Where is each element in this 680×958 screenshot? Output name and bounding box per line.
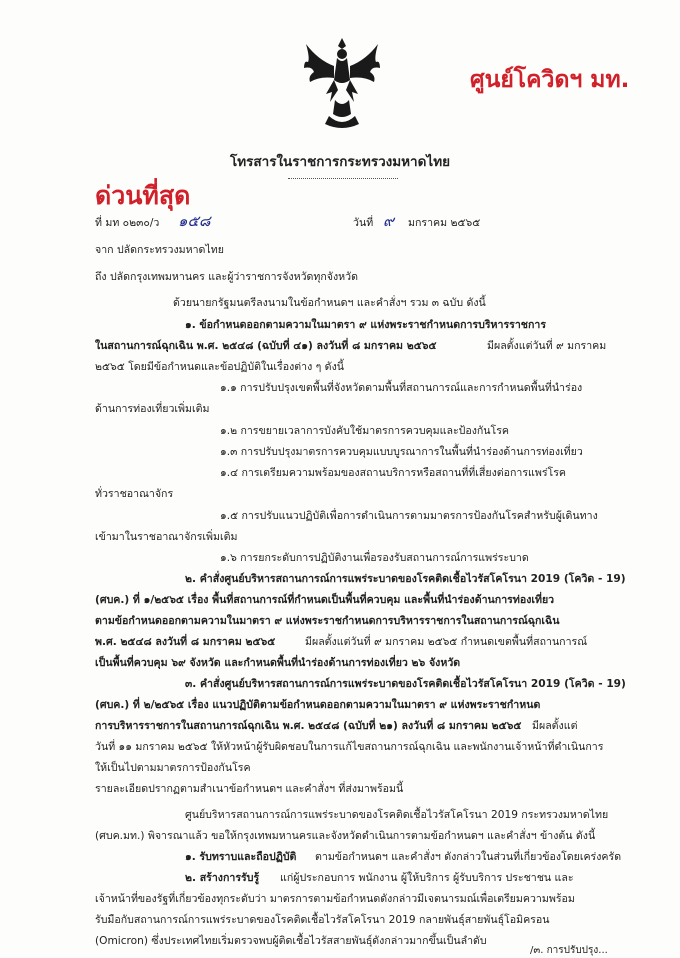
item-3-line-5: ให้เป็นไปตามมาตรการป้องกันโรค bbox=[95, 762, 251, 774]
item-1-line-3: ๒๕๖๕ โดยมีข้อกำหนดและข้อปฏิบัติในเรื่องต่าง ๆ ดังนี้ bbox=[95, 361, 344, 373]
item-1-1-cont: ด้านการท่องเที่ยวเพิ่มเติม bbox=[95, 403, 210, 415]
item-1-5: ๑.๕ การปรับแนวปฏิบัติเพื่อการดำเนินการตามมาตรการป้องกันโรคสำหรับผู้เดินทาง bbox=[220, 510, 598, 522]
item-2-line-5: เป็นพื้นที่ควบคุม ๖๙ จังหวัด และกำหนดพื้นที่นำร่องด้านการท่องเที่ยว ๒๖ จังหวัด bbox=[95, 657, 461, 669]
title-underline bbox=[288, 178, 398, 179]
continued-marker: /๓. การปรับปรุง... bbox=[530, 945, 608, 956]
item-1-1: ๑.๑ การปรับปรุงเขตพื้นที่จังหวัดตามพื้นที่สถานการณ์และการกำหนดพื้นที่นำร่อง bbox=[220, 382, 583, 394]
reference-number-handwritten: ๑๕๘ bbox=[178, 212, 211, 230]
action-2-line-2: เจ้าหน้าที่ของรัฐที่เกี่ยวข้องทุกระดับว่า มาตรการตามข้อกำหนดดังกล่าวมีเจตนารมณ์เพื่อเตรียมความพร้อม bbox=[95, 893, 575, 905]
date-day-handwritten: ๙ bbox=[383, 212, 394, 230]
action-1-rest: ตามข้อกำหนดฯ และคำสั่งฯ ดังกล่าวในส่วนที่เกี่ยวข้องโดยเคร่งครัด bbox=[315, 851, 622, 863]
action-1-bold: ๑. รับทราบและถือปฏิบัติ bbox=[185, 851, 297, 863]
item-1-5-cont: เข้ามาในราชอาณาจักรเพิ่มเติม bbox=[95, 531, 238, 543]
item-1-3: ๑.๓ การปรับปรุงมาตรการควบคุมแบบบูรณาการในพื้นที่นำร่องด้านการท่องเที่ยว bbox=[220, 446, 583, 458]
reference-label: ที่ มท ๐๒๓๐/ว bbox=[95, 217, 160, 229]
item-2-line-3: ตามข้อกำหนดออกตามความในมาตรา ๙ แห่งพระราชกำหนดการบริหารราชการในสถานการณ์ฉุกเฉิน bbox=[95, 615, 560, 627]
item-2-line-4a: พ.ศ. ๒๕๔๘ ลงวันที่ ๘ มกราคม ๒๕๖๕ bbox=[95, 636, 276, 648]
details-line: รายละเอียดปรากฏตามสำเนาข้อกำหนดฯ และคำสั่งฯ ที่ส่งมาพร้อมนี้ bbox=[95, 783, 404, 795]
action-2-bold: ๒. สร้างการรับรู้ bbox=[185, 872, 260, 884]
urgency-label: ด่วนที่สุด bbox=[95, 181, 191, 210]
item-1-effective: มีผลตั้งแต่วันที่ ๙ มกราคม bbox=[487, 340, 607, 352]
action-2-line-3: รับมือกับสถานการณ์การแพร่ระบาดของโรคติดเชื้อไวรัสโคโรนา 2019 กลายพันธุ์สายพันธุ์โอมิครอน bbox=[95, 914, 550, 926]
to-line: ถึง ปลัดกรุงเทพมหานคร และผู้ว่าราชการจังหวัดทุกจังหวัด bbox=[95, 271, 358, 283]
item-1-6: ๑.๖ การยกระดับการปฏิบัติงานเพื่อรองรับสถานการณ์การแพร่ระบาด bbox=[220, 552, 529, 564]
item-3-heading: ๓. คำสั่งศูนย์บริหารสถานการณ์การแพร่ระบาดของโรคติดเชื้อไวรัสโคโรนา 2019 (โควิด - 19) bbox=[185, 678, 626, 690]
item-1-2: ๑.๒ การขยายเวลาการบังคับใช้มาตรการควบคุมและป้องกันโรค bbox=[220, 425, 510, 437]
date-label: วันที่ bbox=[353, 217, 374, 229]
item-2-line-2: (ศบค.) ที่ ๑/๒๕๖๕ เรื่อง พื้นที่สถานการณ์ที่กำหนดเป็นพื้นที่ควบคุม และพื้นที่นำร่องด้านการท่องเที่ยว bbox=[95, 594, 555, 606]
item-2-heading: ๒. คำสั่งศูนย์บริหารสถานการณ์การแพร่ระบาดของโรคติดเชื้อไวรัสโคโรนา 2019 (โควิด - 19) bbox=[185, 573, 626, 585]
action-2-rest: แก่ผู้ประกอบการ พนักงาน ผู้ให้บริการ ผู้รับบริการ ประชาชน และ bbox=[280, 872, 574, 884]
item-1-4-cont: ทั่วราชอาณาจักร bbox=[95, 488, 174, 500]
date-month-year: มกราคม ๒๕๖๕ bbox=[408, 217, 481, 229]
item-1-heading: ๑. ข้อกำหนดออกตามความในมาตรา ๙ แห่งพระราชกำหนดการบริหารราชการ bbox=[185, 319, 547, 331]
from-line: จาก ปลัดกระทรวงมหาดไทย bbox=[95, 244, 224, 256]
item-3-line-2: (ศบค.) ที่ ๒/๒๕๖๕ เรื่อง แนวปฏิบัติตามข้อกำหนดออกตามความในมาตรา ๙ แห่งพระราชกำหนด bbox=[95, 699, 541, 711]
action-2-line-4: (Omicron) ซึ่งประเทศไทยเริ่มตรวจพบผู้ติดเชื้อไวรัสสายพันธุ์ดังกล่าวมากขึ้นเป็นลำดับ bbox=[95, 935, 487, 947]
center-para-line-2: (ศบค.มท.) พิจารณาแล้ว ขอให้กรุงเทพมหานครและจังหวัดดำเนินการตามข้อกำหนดฯ และคำสั่งฯ ข้างต้น ดังนี้ bbox=[95, 830, 596, 842]
item-1-4: ๑.๔ การเตรียมความพร้อมของสถานบริการหรือสถานที่ที่เสี่ยงต่อการแพร่โรค bbox=[220, 467, 567, 479]
item-3-line-4: วันที่ ๑๑ มกราคม ๒๕๖๕ ให้หัวหน้าผู้รับผิดชอบในการแก้ไขสถานการณ์ฉุกเฉิน และพนักงานเจ้าหน้าที่ดำเนินการ bbox=[95, 741, 604, 753]
stamp-text: ศูนย์โควิดฯ มท. bbox=[470, 67, 630, 93]
document-title: โทรสารในราชการกระทรวงมหาดไทย bbox=[229, 154, 451, 170]
intro-line: ด้วยนายกรัฐมนตรีลงนามในข้อกำหนดฯ และคำสั่งฯ รวม ๓ ฉบับ ดังนี้ bbox=[173, 297, 486, 309]
garuda-emblem-icon bbox=[303, 36, 381, 128]
item-1-line-2: ในสถานการณ์ฉุกเฉิน พ.ศ. ๒๕๔๘ (ฉบับที่ ๔๑) ลงวันที่ ๘ มกราคม ๒๕๖๕ bbox=[95, 340, 437, 352]
item-3-line-3a: การบริหารราชการในสถานการณ์ฉุกเฉิน พ.ศ. ๒๕๔๘ (ฉบับที่ ๒๑) ลงวันที่ ๘ มกราคม ๒๕๖๕ bbox=[95, 720, 522, 732]
center-para-line-1: ศูนย์บริหารสถานการณ์การแพร่ระบาดของโรคติดเชื้อไวรัสโคโรนา 2019 กระทรวงมหาดไทย bbox=[185, 809, 609, 821]
item-2-line-4b: มีผลตั้งแต่วันที่ ๙ มกราคม ๒๕๖๕ กำหนดเขตพื้นที่สถานการณ์ bbox=[305, 636, 588, 648]
item-3-line-3b: มีผลตั้งแต่ bbox=[532, 720, 578, 732]
